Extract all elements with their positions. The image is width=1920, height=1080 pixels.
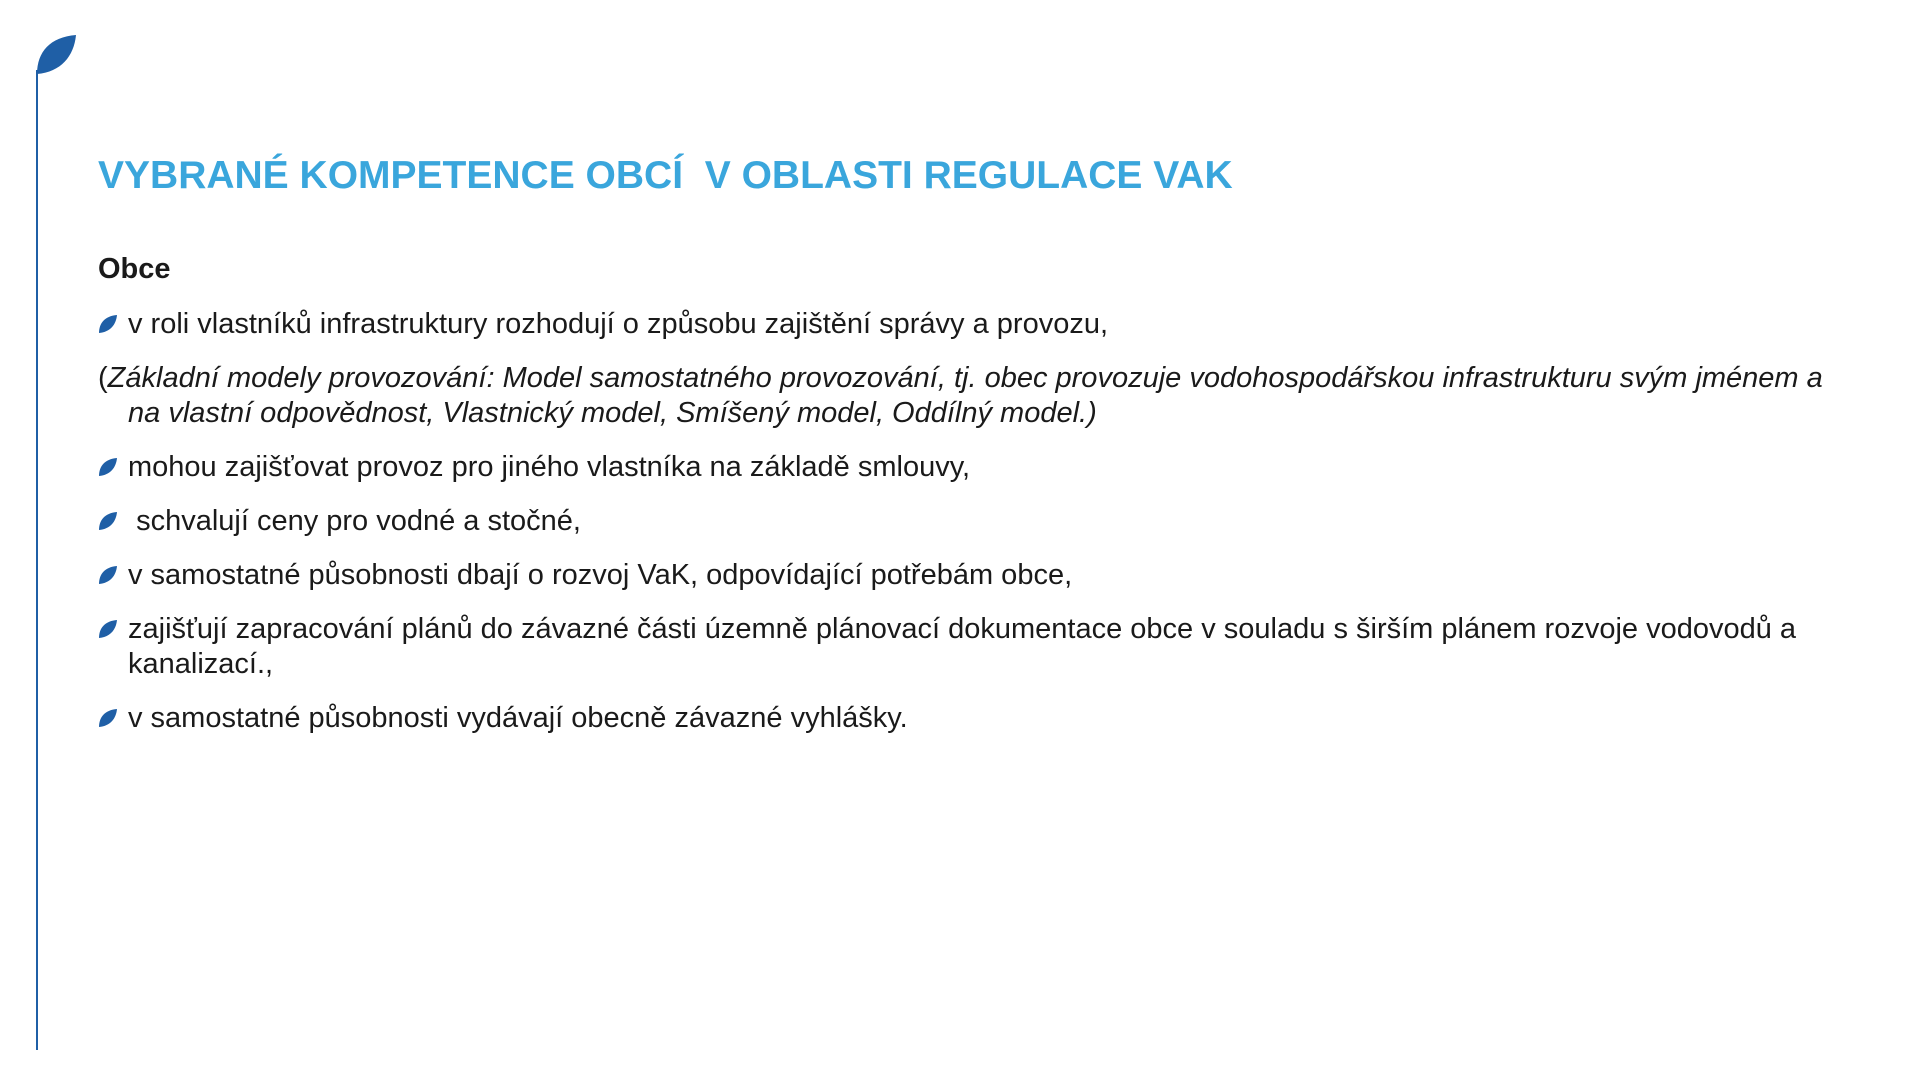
list-item-text: v roli vlastníků infrastruktury rozhodují o způsobu zajištění správy a provozu, (128, 308, 1109, 340)
leaf-bullet-icon (98, 565, 118, 585)
leaf-bullet-icon (98, 511, 118, 531)
list-item (98, 450, 1858, 485)
leaf-bullet-icon (98, 708, 118, 728)
slide-body (98, 252, 1858, 755)
list-item-text: schvalují ceny pro vodné a stočné, (128, 505, 581, 537)
leaf-bullet-icon (98, 457, 118, 477)
list-item-text: mohou zajišťovat provoz pro jiného vlastníka na základě smlouvy, (128, 451, 971, 483)
note-open-paren: ( (98, 362, 108, 394)
leaf-bullet-icon (98, 619, 118, 639)
list-item (98, 504, 1858, 539)
leaf-bullet-icon (98, 314, 118, 334)
models-note (98, 361, 1858, 431)
leaf-icon (36, 34, 78, 76)
list-item (98, 612, 1858, 682)
list-item (98, 558, 1858, 593)
list-item-text: v samostatné působnosti dbají o rozvoj VaK, odpovídající potřebám obce, (128, 559, 1073, 591)
left-accent-line (36, 70, 38, 1050)
list-item (98, 307, 1858, 342)
list-item-text: v samostatné působnosti vydávají obecně závazné vyhlášky. (128, 702, 908, 734)
slide-title: VYBRANÉ KOMPETENCE OBCÍ V OBLASTI REGULACE VAK (98, 154, 1233, 197)
list-item-text: zajišťují zapracování plánů do závazné části územně plánovací dokumentace obce v souladu s širším plánem rozvoje vodovodů a kanalizací., (128, 613, 1805, 680)
section-heading: Obce (98, 253, 171, 285)
note-text: Základní modely provozování: Model samostatného provozování, tj. obec provozuje vodohospodářskou infrastrukturu svým jménem a na vlastní odpovědnost, Vlastnický model, Smíšený model, Oddílný model.) (107, 362, 1823, 429)
list-item (98, 701, 1858, 736)
